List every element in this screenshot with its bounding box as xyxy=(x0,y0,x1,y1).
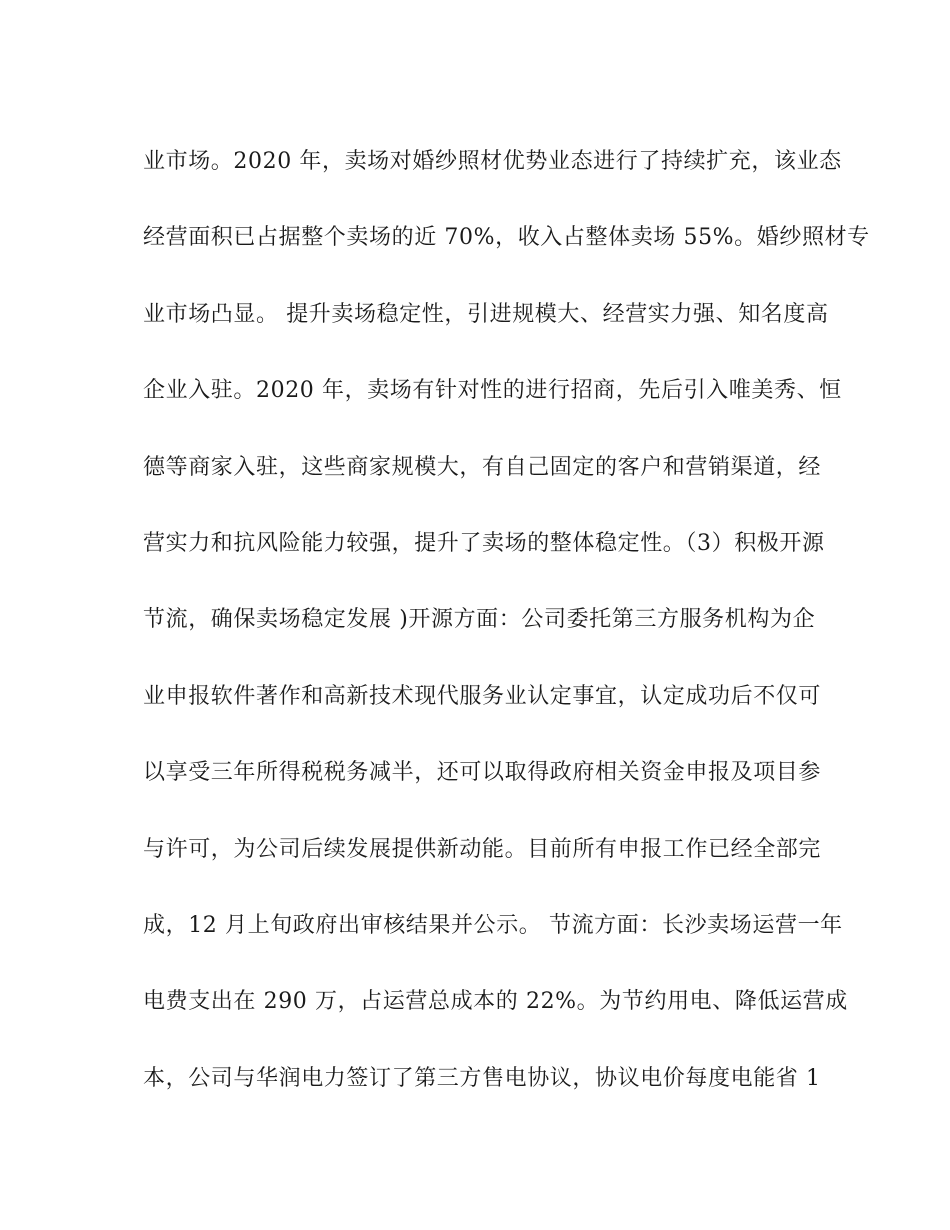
text-line: 德等商家入驻，这些商家规模大，有自己固定的客户和营销渠道，经 xyxy=(143,454,822,480)
text-line: 业市场凸显。 提升卖场稳定性，引进规模大、经营实力强、知名度高 xyxy=(143,301,829,327)
text-line: 以享受三年所得税税务减半，还可以取得政府相关资金申报及项目参 xyxy=(143,760,822,786)
text-line: 业申报软件著作和高新技术现代服务业认定事宜，认定成功后不仅可 xyxy=(143,683,822,709)
text-line: 经营面积已占据整个卖场的近 70%，收入占整体卖场 55%。婚纱照材专 xyxy=(143,225,870,251)
text-line: 营实力和抗风险能力较强，提升了卖场的整体稳定性。（3）积极开源 xyxy=(143,530,825,556)
text-line: 与许可，为公司后续发展提供新动能。目前所有申报工作已经全部完 xyxy=(143,836,822,862)
text-line: 本，公司与华润电力签订了第三方售电协议，协议电价每度电能省 1 xyxy=(143,1065,821,1091)
text-line: 业市场。2020 年，卖场对婚纱照材优势业态进行了持续扩充，该业态 xyxy=(143,149,842,174)
text-line: 企业入驻。2020 年，卖场有针对性的进行招商，先后引入唯美秀、恒 xyxy=(143,378,842,404)
body-text xyxy=(143,136,870,1129)
text-line: 节流，确保卖场稳定发展 )开源方面：公司委托第三方服务机构为企 xyxy=(143,607,816,633)
text-line: 成，12 月上旬政府出审核结果并公示。 节流方面：长沙卖场运营一年 xyxy=(143,912,843,938)
text-line: 电费支出在 290 万，占运营总成本的 22%。为节约用电、降低运营成 xyxy=(143,989,848,1015)
